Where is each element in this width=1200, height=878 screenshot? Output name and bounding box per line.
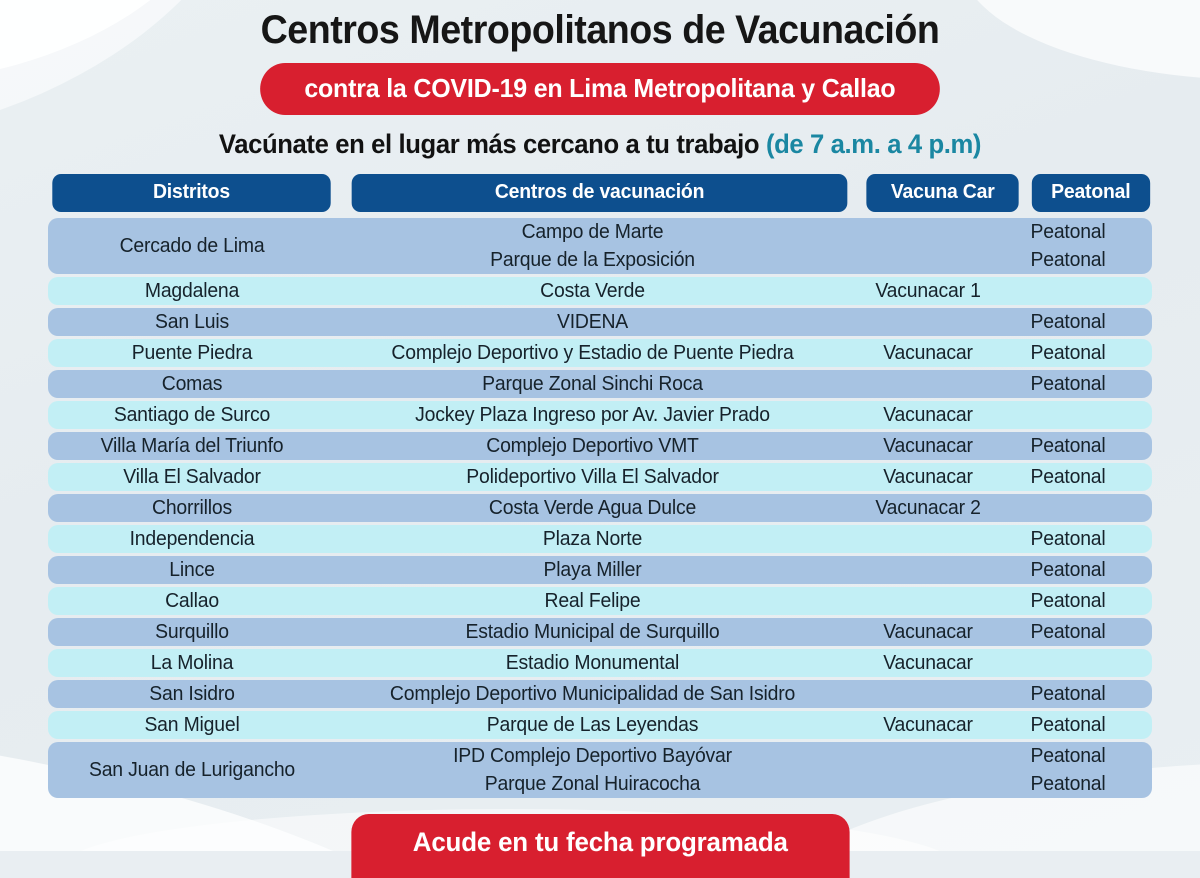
cell-centro-line: Costa Verde bbox=[540, 280, 645, 303]
cell-centro-line: Complejo Deportivo VMT bbox=[486, 435, 699, 458]
cell-centro bbox=[344, 370, 842, 398]
cell-peatonal bbox=[1009, 494, 1127, 522]
cell-peatonal-line: Peatonal bbox=[1030, 435, 1106, 458]
cell-centro bbox=[344, 218, 842, 274]
cell-vacunacar-line bbox=[851, 525, 1004, 553]
cell-centro-line: VIDENA bbox=[556, 311, 629, 334]
cell-peatonal-line: Peatonal bbox=[1030, 745, 1106, 768]
cell-centro bbox=[344, 525, 842, 553]
table-body bbox=[48, 218, 1152, 798]
cell-centro bbox=[344, 556, 842, 584]
cell-vacunacar bbox=[851, 218, 1004, 274]
cell-vacunacar-line: Vacunacar bbox=[883, 621, 973, 644]
cell-distrito: San Miguel bbox=[144, 713, 240, 736]
cell-vacunacar-line bbox=[851, 556, 1004, 584]
table-row bbox=[48, 649, 1152, 677]
cell-centro-line: IPD Complejo Deportivo Bayóvar bbox=[453, 745, 732, 768]
cell-peatonal-line: Peatonal bbox=[1030, 714, 1106, 737]
cell-distrito: San Isidro bbox=[149, 682, 235, 705]
cell-vacunacar bbox=[851, 742, 1004, 798]
cell-vacunacar-line bbox=[851, 587, 1004, 615]
cell-peatonal-line bbox=[1009, 649, 1127, 677]
cell-peatonal bbox=[1009, 649, 1127, 677]
cell-distrito: San Juan de Lurigancho bbox=[88, 758, 296, 781]
footer bbox=[0, 814, 1200, 878]
tagline-hours: (de 7 a.m. a 4 p.m) bbox=[765, 129, 982, 160]
cell-peatonal-line bbox=[1009, 277, 1127, 305]
cell-distrito: Villa María del Triunfo bbox=[100, 434, 284, 457]
cell-centro-line: Real Felipe bbox=[544, 590, 641, 613]
cell-vacunacar bbox=[851, 587, 1004, 615]
cell-distrito: Cercado de Lima bbox=[119, 234, 265, 257]
cell-vacunacar-line: Vacunacar bbox=[883, 714, 973, 737]
cell-centro bbox=[344, 680, 842, 708]
column-header-centros: Centros de vacunación bbox=[352, 174, 848, 212]
cell-vacunacar-line bbox=[851, 770, 1004, 798]
cell-distrito: Comas bbox=[161, 372, 223, 395]
cell-centro-line: Complejo Deportivo Municipalidad de San Isidro bbox=[389, 683, 796, 706]
cell-peatonal bbox=[1009, 370, 1127, 398]
cell-centro bbox=[344, 277, 842, 305]
table-row bbox=[48, 432, 1152, 460]
cell-centro-line: Polideportivo Villa El Salvador bbox=[466, 466, 719, 489]
cell-peatonal-line: Peatonal bbox=[1030, 683, 1106, 706]
table-row bbox=[48, 618, 1152, 646]
cell-centro bbox=[344, 494, 842, 522]
cell-vacunacar-line bbox=[851, 370, 1004, 398]
cell-distrito: Magdalena bbox=[144, 279, 240, 302]
table-row bbox=[48, 277, 1152, 305]
table-row bbox=[48, 711, 1152, 739]
cell-centro bbox=[344, 463, 842, 491]
cell-vacunacar bbox=[851, 432, 1004, 460]
cell-centro bbox=[344, 308, 842, 336]
cell-peatonal bbox=[1009, 556, 1127, 584]
cell-vacunacar-line bbox=[851, 218, 1004, 246]
cell-peatonal bbox=[1009, 742, 1127, 798]
cell-vacunacar-line bbox=[851, 308, 1004, 336]
cell-peatonal-line: Peatonal bbox=[1030, 311, 1106, 334]
cell-centro bbox=[344, 401, 842, 429]
cell-vacunacar-line bbox=[851, 246, 1004, 274]
cell-distrito: La Molina bbox=[150, 651, 234, 674]
cell-centro bbox=[344, 618, 842, 646]
cell-vacunacar bbox=[851, 618, 1004, 646]
cell-centro-line: Jockey Plaza Ingreso por Av. Javier Prado bbox=[415, 404, 770, 427]
table-row bbox=[48, 525, 1152, 553]
cell-vacunacar-line: Vacunacar bbox=[883, 342, 973, 365]
cell-peatonal bbox=[1009, 432, 1127, 460]
table-row bbox=[48, 742, 1152, 798]
cell-centro bbox=[344, 339, 842, 367]
cell-peatonal-line bbox=[1009, 401, 1127, 429]
cell-distrito: Callao bbox=[165, 589, 219, 612]
cell-peatonal-line: Peatonal bbox=[1030, 342, 1106, 365]
cell-peatonal-line: Peatonal bbox=[1030, 466, 1106, 489]
table-row bbox=[48, 401, 1152, 429]
cell-peatonal bbox=[1009, 618, 1127, 646]
cell-distrito: Santiago de Surco bbox=[113, 403, 271, 426]
cell-centro bbox=[344, 587, 842, 615]
table-row bbox=[48, 308, 1152, 336]
cell-distrito: Surquillo bbox=[155, 620, 229, 643]
cell-peatonal-line: Peatonal bbox=[1030, 559, 1106, 582]
cell-distrito: Independencia bbox=[129, 527, 255, 550]
cell-vacunacar-line: Vacunacar 1 bbox=[875, 280, 981, 303]
cell-centro-line: Estadio Monumental bbox=[505, 652, 680, 675]
table-row bbox=[48, 494, 1152, 522]
header bbox=[0, 0, 1200, 160]
cell-peatonal bbox=[1009, 680, 1127, 708]
cell-vacunacar-line: Vacunacar 2 bbox=[875, 497, 981, 520]
cell-peatonal bbox=[1009, 711, 1127, 739]
cell-distrito: Villa El Salvador bbox=[123, 465, 261, 488]
cell-vacunacar-line bbox=[851, 742, 1004, 770]
cell-vacunacar-line: Vacunacar bbox=[883, 652, 973, 675]
cell-centro-line: Parque de la Exposición bbox=[490, 249, 695, 272]
cell-vacunacar bbox=[851, 370, 1004, 398]
cell-vacunacar-line bbox=[851, 680, 1004, 708]
table-row bbox=[48, 556, 1152, 584]
cell-peatonal-line: Peatonal bbox=[1030, 528, 1106, 551]
cell-vacunacar bbox=[851, 711, 1004, 739]
cell-vacunacar bbox=[851, 556, 1004, 584]
cell-centro-line: Parque Zonal Huiracocha bbox=[484, 773, 701, 796]
cell-distrito: Chorrillos bbox=[152, 496, 232, 519]
column-header-vacunacar: Vacuna Car bbox=[866, 174, 1019, 212]
table-row bbox=[48, 463, 1152, 491]
table-header-row bbox=[48, 174, 1152, 212]
cell-peatonal-line: Peatonal bbox=[1030, 590, 1106, 613]
table-row bbox=[48, 680, 1152, 708]
cell-peatonal bbox=[1009, 218, 1127, 274]
subtitle-banner-container bbox=[0, 63, 1200, 115]
cell-centro-line: Campo de Marte bbox=[521, 221, 664, 244]
cell-centro bbox=[344, 649, 842, 677]
cell-peatonal-line: Peatonal bbox=[1030, 773, 1106, 796]
cell-peatonal bbox=[1009, 277, 1127, 305]
cell-vacunacar bbox=[851, 339, 1004, 367]
cell-centro-line: Costa Verde Agua Dulce bbox=[488, 497, 697, 520]
cell-vacunacar bbox=[851, 649, 1004, 677]
cell-peatonal bbox=[1009, 401, 1127, 429]
cell-centro bbox=[344, 432, 842, 460]
cell-peatonal-line bbox=[1009, 494, 1127, 522]
column-header-peatonal: Peatonal bbox=[1032, 174, 1150, 212]
cell-centro-line: Playa Miller bbox=[543, 559, 642, 582]
cell-vacunacar bbox=[851, 525, 1004, 553]
cell-peatonal-line: Peatonal bbox=[1030, 221, 1106, 244]
cell-distrito: Puente Piedra bbox=[131, 341, 253, 364]
cell-peatonal bbox=[1009, 339, 1127, 367]
cell-peatonal-line: Peatonal bbox=[1030, 373, 1106, 396]
cell-vacunacar-line: Vacunacar bbox=[883, 435, 973, 458]
cell-peatonal bbox=[1009, 587, 1127, 615]
column-header-distritos: Distritos bbox=[52, 174, 330, 212]
cell-vacunacar bbox=[851, 463, 1004, 491]
table-row bbox=[48, 587, 1152, 615]
cell-peatonal bbox=[1009, 463, 1127, 491]
cell-vacunacar bbox=[851, 494, 1004, 522]
cell-vacunacar bbox=[851, 401, 1004, 429]
cell-peatonal bbox=[1009, 308, 1127, 336]
cell-peatonal-line: Peatonal bbox=[1030, 249, 1106, 272]
tagline-text: Vacúnate en el lugar más cercano a tu trabajo bbox=[218, 129, 760, 160]
cell-vacunacar-line: Vacunacar bbox=[883, 404, 973, 427]
cell-centro-line: Plaza Norte bbox=[542, 528, 643, 551]
page-title: Centros Metropolitanos de Vacunación bbox=[260, 8, 940, 52]
cell-peatonal-line: Peatonal bbox=[1030, 621, 1106, 644]
cell-distrito: San Luis bbox=[155, 310, 229, 333]
cell-vacunacar-line: Vacunacar bbox=[883, 466, 973, 489]
cell-centro bbox=[344, 711, 842, 739]
cell-centro-line: Complejo Deportivo y Estadio de Puente Piedra bbox=[391, 342, 794, 365]
tagline bbox=[30, 129, 1170, 160]
table-row bbox=[48, 218, 1152, 274]
cell-vacunacar bbox=[851, 308, 1004, 336]
cell-distrito: Lince bbox=[169, 558, 215, 581]
cell-vacunacar bbox=[851, 277, 1004, 305]
subtitle-banner: contra la COVID-19 en Lima Metropolitana y Callao bbox=[260, 63, 939, 115]
table-row bbox=[48, 339, 1152, 367]
vaccination-centers-table bbox=[48, 174, 1152, 798]
cell-centro-line: Parque de Las Leyendas bbox=[486, 714, 699, 737]
cell-centro bbox=[344, 742, 842, 798]
footer-banner: Acude en tu fecha programada bbox=[351, 814, 849, 878]
table-row bbox=[48, 370, 1152, 398]
cell-centro-line: Estadio Municipal de Surquillo bbox=[465, 621, 720, 644]
cell-vacunacar bbox=[851, 680, 1004, 708]
cell-peatonal bbox=[1009, 525, 1127, 553]
cell-centro-line: Parque Zonal Sinchi Roca bbox=[482, 373, 703, 396]
